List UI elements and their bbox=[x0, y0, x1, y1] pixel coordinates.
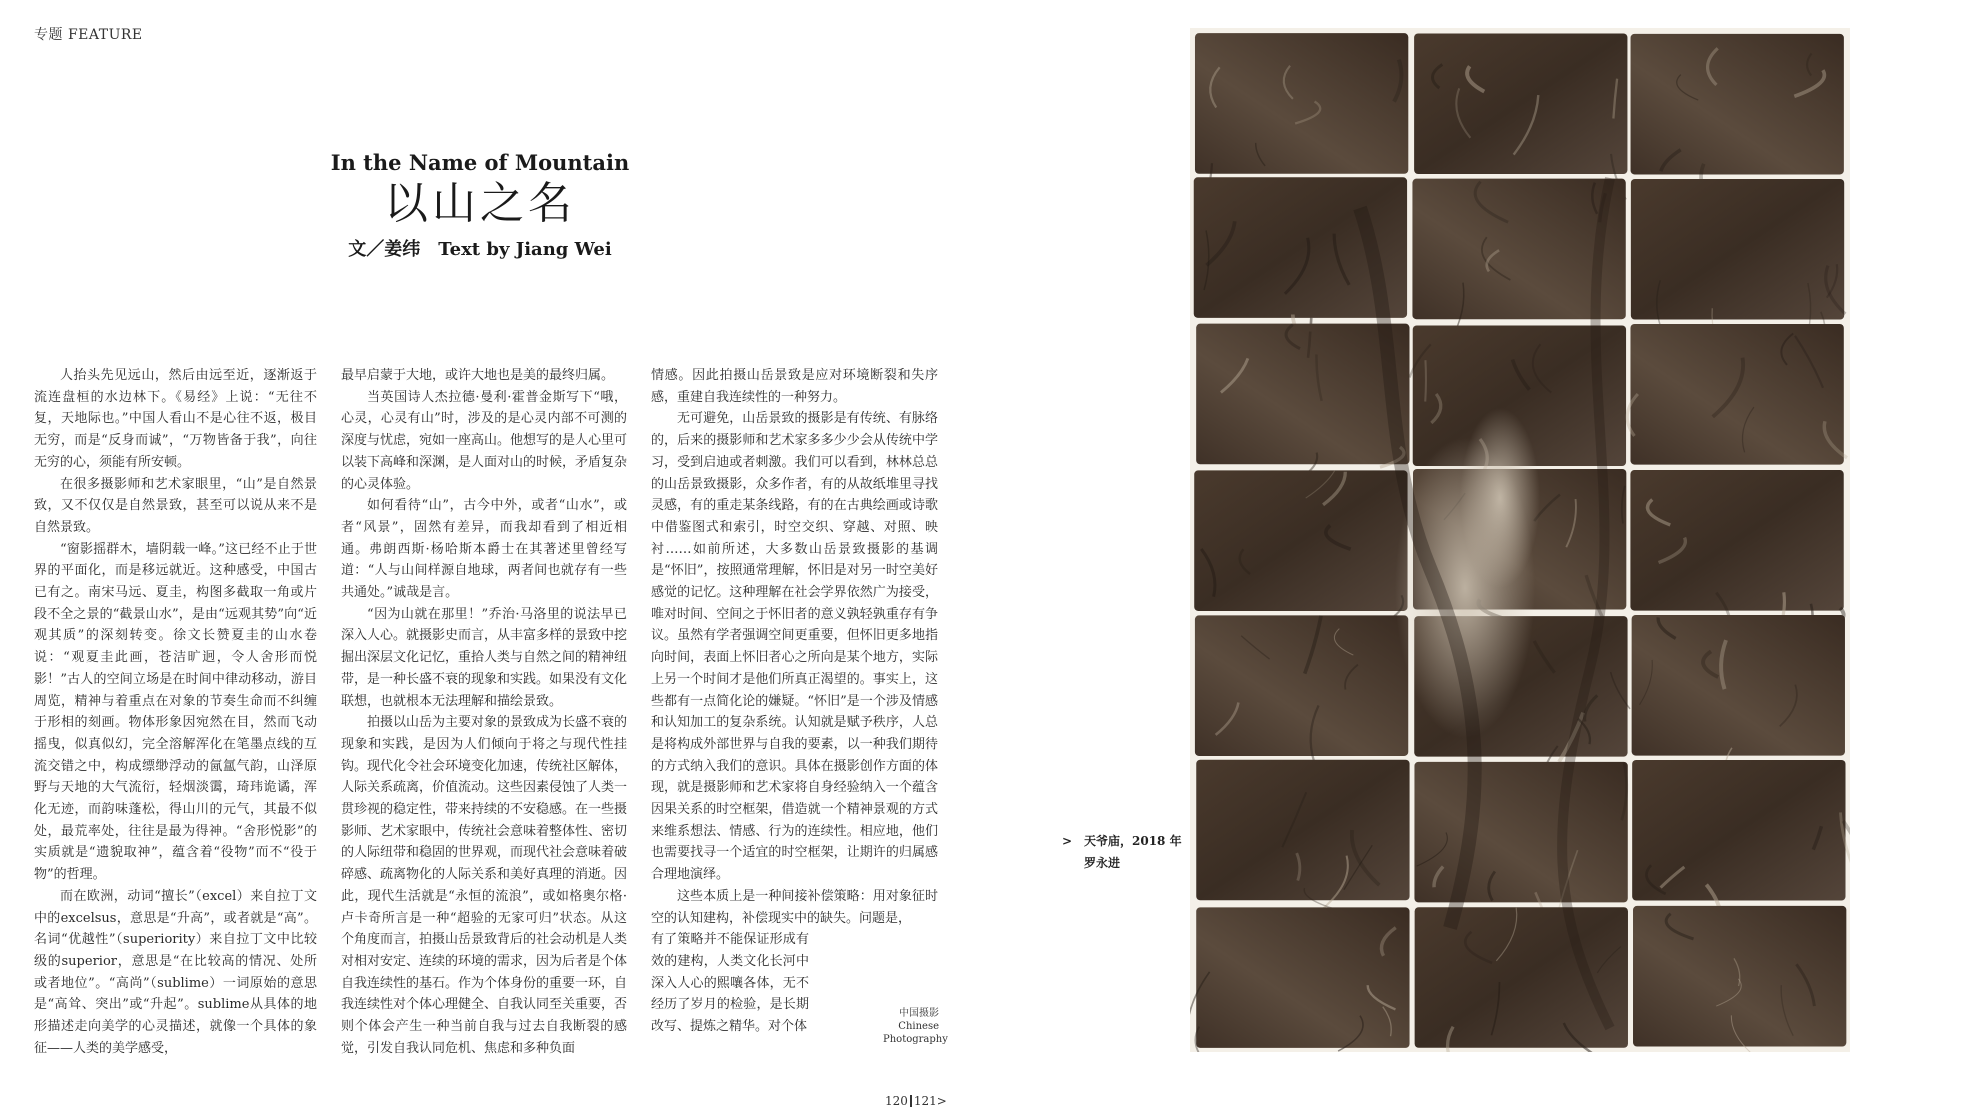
mist-shape bbox=[1460, 408, 1540, 588]
page-divider bbox=[910, 1095, 912, 1107]
text-column-3 bbox=[651, 365, 938, 1038]
artwork-panel bbox=[1415, 907, 1628, 1048]
article-byline: 文／姜纬 Text by Jiang Wei bbox=[348, 239, 612, 260]
page-numbers bbox=[885, 1094, 947, 1108]
paragraph: 拍摄以山岳为主要对象的景致成为长盛不衰的现象和实践，是因为人们倾向于将之与现代性挂钩。现代化令社会环境变化加速，传统社区解体，人际关系疏离，价值流动。这些因素侵蚀了人类一贯珍视的稳定性，带来持续的不安稳感。在一些摄影师、艺术家眼中，传统社会意味着整体性、密切的人际纽带和稳固的世界观，而现代社会意味着破碎感、疏离物化的人际关系和美好真理的消逝。因此，现代生活就是“永恒的流浪”，或如格奥尔格·卢卡奇所言是一种“超验的无家可归”状态。从这个角度而言，拍摄山岳景致背后的社会动机是人类对相对安定、连续的环境的需求，因为后者是个体自我连续性的基石。作为个体身份的重要一环，自我连续性对个体心理健全、自我认同至关重要，否则个体会产生一种当前自我与过去自我断裂的感觉，引发自我认同危机、焦虑和多种负面 bbox=[341, 715, 628, 1056]
article-title-cn: 以山之名 bbox=[384, 178, 576, 229]
artwork-panel bbox=[1196, 907, 1409, 1048]
artwork-panel bbox=[1630, 324, 1843, 465]
paragraph: 无可避免，山岳景致的摄影是有传统、有脉络的，后来的摄影师和艺术家多多少少会从传统中学习，受到启迪或者刺激。我们可以看到，林林总总的山岳景致摄影，众多作者，有的从故纸堆里寻找灵感，有的重走某条线路，有的在古典绘画或诗歌中借鉴图式和索引，时空交织、穿越、对照、映衬……如前所述，大多数山岳景致摄影的基调是“怀旧”，按照通常理解，怀旧是对另一时空美好感觉的记忆。这种理解在社会学界依然广为接受，唯对时间、空间之于怀旧者的意义孰轻孰重存有争议。虽然有学者强调空间更重要，但怀旧更多地指向时间，表面上怀旧者心之所向是某个地方，实际上另一个时间才是他们所真正渴望的。事实上，这些都有一点简化论的嫌疑。“怀旧”是一个涉及情感和认知加工的复杂系统。认知就是赋予秩序，人总是将构成外部世界与自我的要素，以一种我们期待的方式纳入我们的意识。具体在摄影创作方面的体现，就是摄影师和艺术家将自身经验纳入一个蕴含因果关系的时空框架，借造就一个精神景观的方式来维系想法、情感、行为的连续性。相应地，他们也需要找寻一个适宜的时空框架，让期许的归属感合理地演绎。 bbox=[651, 411, 938, 883]
artwork-panel bbox=[1414, 762, 1627, 903]
paragraph: 如何看待“山”，古今中外，或者“山水”，或者“风景”，固然有差异，而我却看到了相近相通。弗朗西斯·杨哈斯本爵士在其著述里曾经写道：“人与山间样源自地球，两者间也就存有一些共通处。”诚哉是言。 bbox=[341, 498, 627, 601]
artwork-panel bbox=[1195, 615, 1408, 756]
caption-title: 天爷庙，2018 年 bbox=[1084, 834, 1182, 848]
artwork-panel bbox=[1631, 34, 1844, 175]
magazine-credit bbox=[883, 1007, 948, 1046]
paragraph: 这些本质上是一种间接补偿策略：用对象征时空的认知建构，补偿现实中的缺失。问题是， bbox=[651, 888, 938, 926]
paragraph: 最早启蒙于大地，或许大地也是美的最终归属。 bbox=[341, 368, 615, 383]
caption-arrow-icon: > bbox=[1062, 834, 1073, 848]
artwork-panel bbox=[1195, 33, 1408, 174]
paragraph: “窗影摇群木，墙阴载一峰。”这已经不止于世界的平面化，而是移远就近。这种感受，中国古已有之。南宋马远、夏圭，构图多截取一角或片段不全之景的“截景山水”，是由“远观其势”向“近观其质”的深刻转变。徐文长赞夏圭的山水卷说：“观夏圭此画，苍洁旷迥，令人舍形而悦影！”古人的空间立场是在时间中律动移动，游目周览，精神与着重点在对象的节奏生命而不纠缠于形相的刻画。物体形象因宛然在目，然而飞动摇曳，似真似幻，完全溶解浑化在笔墨点线的互流交错之中，构成缥缈浮动的氤氲气韵，山泽原野与天地的大气流衍，轻烟淡霭，琦玮诡谲，浑化无迹，而韵味蓬松，得山川的元气，其最不似处，最荒率处，往往是最为得神。“舍形悦影”的实质就是“遗貌取神”，蕴含着“役物”而不“役于物”的哲理。 bbox=[34, 541, 317, 883]
caption-author: 罗永进 bbox=[1084, 856, 1121, 870]
credit-line: 中国摄影 bbox=[899, 1008, 939, 1019]
artwork-grid bbox=[1190, 28, 1850, 1052]
title-block bbox=[300, 150, 660, 261]
artwork-panel bbox=[1630, 470, 1843, 611]
artwork-panel bbox=[1632, 615, 1845, 756]
page-number-right: 121> bbox=[913, 1094, 947, 1108]
artwork-panel bbox=[1631, 179, 1844, 320]
artwork-panel bbox=[1194, 470, 1407, 611]
artwork-panel bbox=[1196, 324, 1409, 465]
credit-line: Chinese bbox=[898, 1021, 939, 1032]
credit-line: Photography bbox=[883, 1034, 948, 1045]
paragraph: 而在欧洲，动词“擅长”（excel）来自拉丁文中的excelsus，意思是“升高”，或者就是“高”。名词“优越性”（superiority）来自拉丁文中比较级的superior，意思是“在比较高的情况、处所或者地位”。“高尚”（sublime）一词原始的意思是“高耸、突出”或“升起”。sublime从具体的地形描述走向美学的心灵描述，就像一个具体的象征——人类的美学感受， bbox=[34, 888, 317, 1056]
artwork-panel bbox=[1632, 760, 1845, 901]
text-column-2 bbox=[341, 365, 627, 1060]
texture-stroke bbox=[1425, 360, 1426, 401]
paragraph: 有了策略并不能保证形成有效的建构，人类文化长河中深入人心的熙嚷各体，无不经历了岁月的检验，是长期改写、提炼之精华。对个体 bbox=[651, 932, 809, 1035]
text-column-1 bbox=[34, 365, 317, 1060]
paragraph: “因为山就在那里！”乔治·马洛里的说法早已深入人心。就摄影史而言，从丰富多样的景致中挖掘出深层文化记忆，重拾人类与自然之间的精神纽带，是一种长盛不衰的现象和实践。如果没有文化联想，也就根本无法理解和描绘景致。 bbox=[341, 606, 628, 709]
artwork-image bbox=[1190, 28, 1850, 1052]
paragraph: 在很多摄影师和艺术家眼里，“山”是自然景致，又不仅仅是自然景致，甚至可以说从来不是自然景致。 bbox=[34, 476, 317, 535]
artwork-panel bbox=[1196, 760, 1409, 901]
article-title-en: In the Name of Mountain bbox=[330, 150, 630, 175]
paragraph: 当英国诗人杰拉德·曼利·霍普金斯写下“哦，心灵，心灵有山”时，涉及的是心灵内部不可测的深度与忧虑，宛如一座高山。他想写的是人心里可以装下高峰和深渊，是人面对山的时候，矛盾复杂的心灵体验。 bbox=[341, 389, 628, 492]
paragraph: 人抬头先见远山，然后由远至近，逐渐返于流连盘桓的水边林下。《易经》上说：“无往不复，天地际也。”中国人看山不是心往不返，极目无穷，而是“反身而诚”，“万物皆备于我”，向往无穷的心，须能有所安顿。 bbox=[34, 368, 317, 470]
section-header: 专题 FEATURE bbox=[34, 27, 143, 43]
paragraph: 情感。因此拍摄山岳景致是应对环境断裂和失序感，重建自我连续性的一种努力。 bbox=[651, 368, 938, 405]
page-number-left: 120 bbox=[885, 1094, 908, 1108]
artwork-panel bbox=[1414, 33, 1627, 174]
